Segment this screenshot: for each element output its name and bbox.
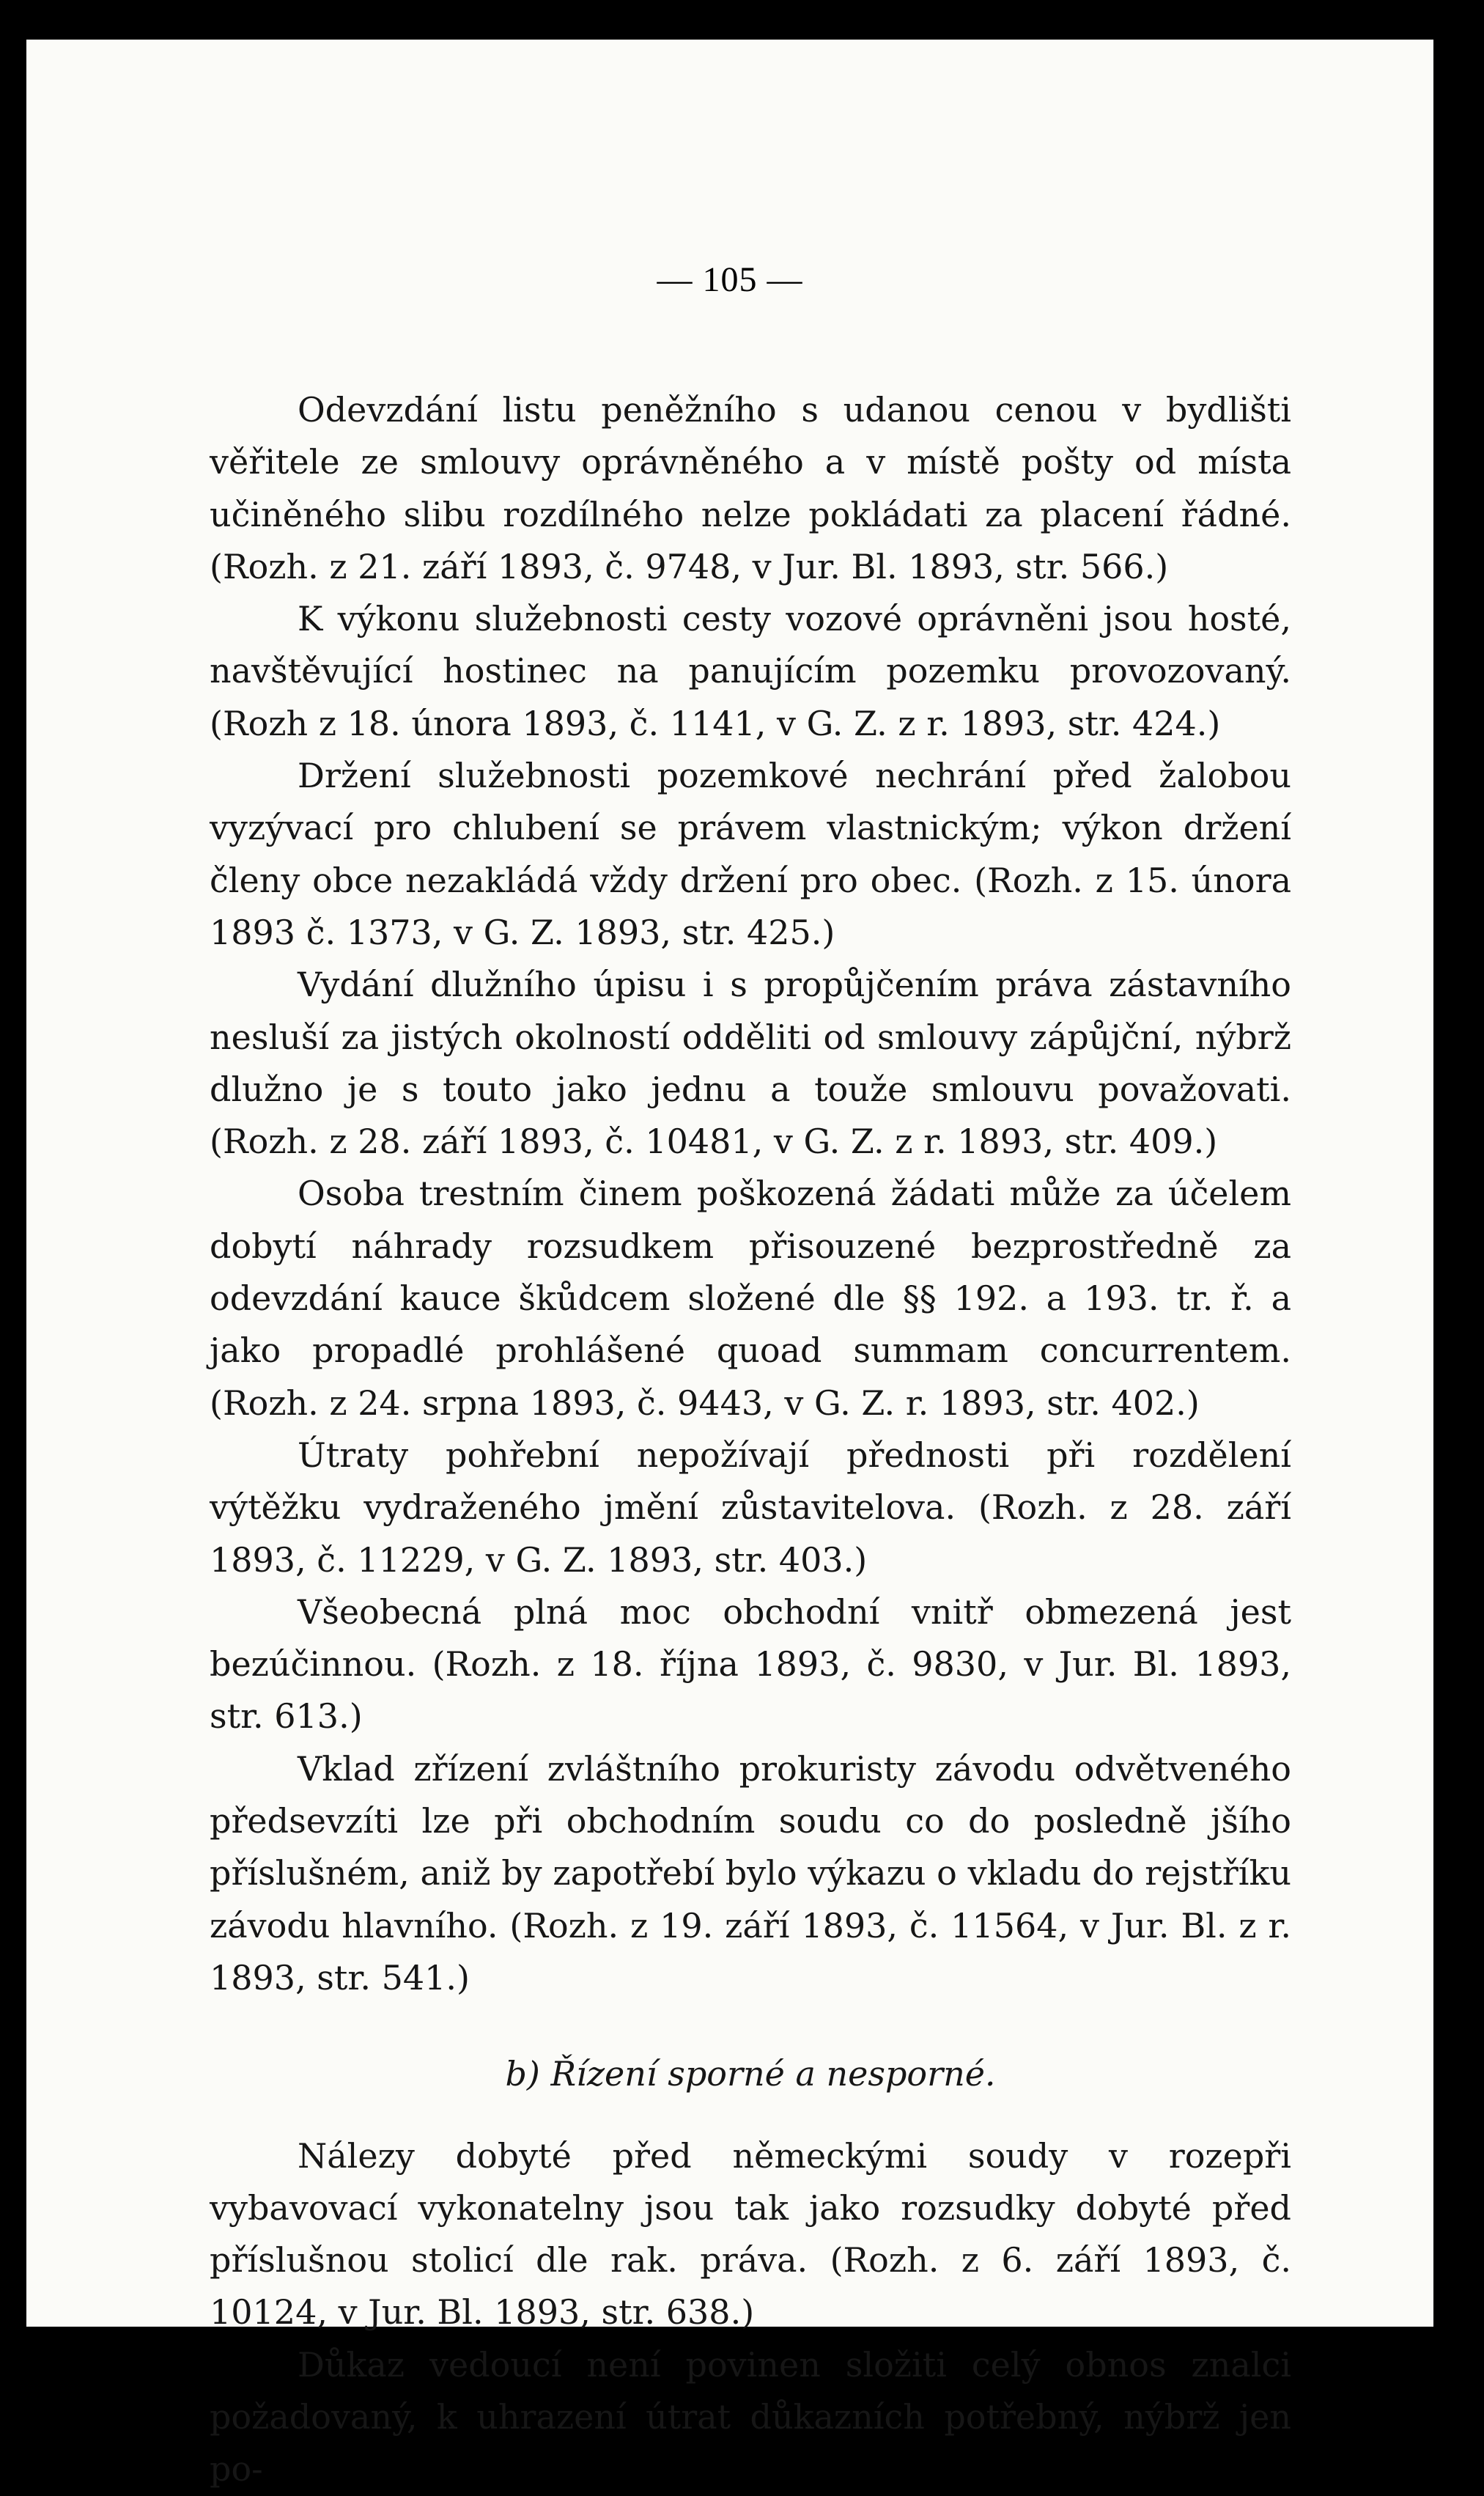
paragraph: Nálezy dobyté před německými soudy v rozepři vybavovací vykonatelny jsou tak jako rozsudky dobyté před příslušnou stolicí dle rak. práva. (Rozh. z 6. září 1893, č. 10124, v Jur. Bl. 1893, str. 638.) bbox=[210, 2135, 1291, 2333]
paragraph: Vklad zřízení zvláštního prokuristy závodu odvětveného předsevzíti lze při obchodním soudu co do posledně jšího příslušném, aniž by zapotřebí bylo výkazu o vkladu do rejstříku závodu hlavního. (Rozh. z 19. září 1893, č. 11564, v Jur. Bl. z r. 1893, str. 541.) bbox=[210, 1748, 1291, 1998]
section-heading: b) Řízení sporné a nesporné. bbox=[505, 2054, 996, 2094]
paragraph: Důkaz vedoucí není povinen složiti celý obnos znalci požadovaný, k uhrazení útrat důkazních potřebný, nýbrž jen po- bbox=[210, 2344, 1291, 2489]
paragraph: Osoba trestním činem poškozená žádati může za účelem dobytí náhrady rozsudkem přisouzené bezprostředně za odevzdání kauce škůdcem složené dle §§ 192. a 193. tr. ř. a jako propadlé prohlášené quoad summam concurrentem. (Rozh. z 24. srpna 1893, č. 9443, v G. Z. r. 1893, str. 402.) bbox=[210, 1174, 1291, 1423]
page-number: — 105 — bbox=[657, 260, 803, 299]
paragraph: K výkonu služebnosti cesty vozové oprávněni jsou hosté, navštěvující hostinec na panujícím pozemku provozovaný. (Rozh z 18. února 1893, č. 1141, v G. Z. z r. 1893, str. 424.) bbox=[210, 599, 1291, 743]
paragraph: Odevzdání listu peněžního s udanou cenou v bydlišti věřitele ze smlouvy oprávněného a v místě pošty od místa učiněného slibu rozdílného nelze pokládati za placení řádné. (Rozh. z 21. září 1893, č. 9748, v Jur. Bl. 1893, str. 566.) bbox=[210, 390, 1291, 586]
paragraph: Útraty pohřební nepožívají přednosti při rozdělení výtěžku vydraženého jmění zůstavitelova. (Rozh. z 28. září 1893, č. 11229, v G. Z. 1893, str. 403.) bbox=[210, 1435, 1291, 1580]
page-body bbox=[210, 384, 1291, 2496]
paragraph: Všeobecná plná moc obchodní vnitř obmezená jest bezúčinnou. (Rozh. z 18. října 1893, č. 9830, v Jur. Bl. 1893, str. 613.) bbox=[210, 1591, 1291, 1737]
paragraph: Držení služebnosti pozemkové nechrání před žalobou vyzývací pro chlubení se právem vlastnickým; výkon držení členy obce nezakládá vždy držení pro obec. (Rozh. z 15. února 1893 č. 1373, v G. Z. 1893, str. 425.) bbox=[210, 756, 1291, 952]
book-page bbox=[26, 40, 1433, 2489]
paragraph: Vydání dlužního úpisu i s propůjčením práva zástavního nesluší za jistých okolností odděliti od smlouvy zápůjční, nýbrž dlužno je s touto jako jednu a touže smlouvu považovati. (Rozh. z 28. září 1893, č. 10481, v G. Z. z r. 1893, str. 409.) bbox=[210, 965, 1291, 1162]
